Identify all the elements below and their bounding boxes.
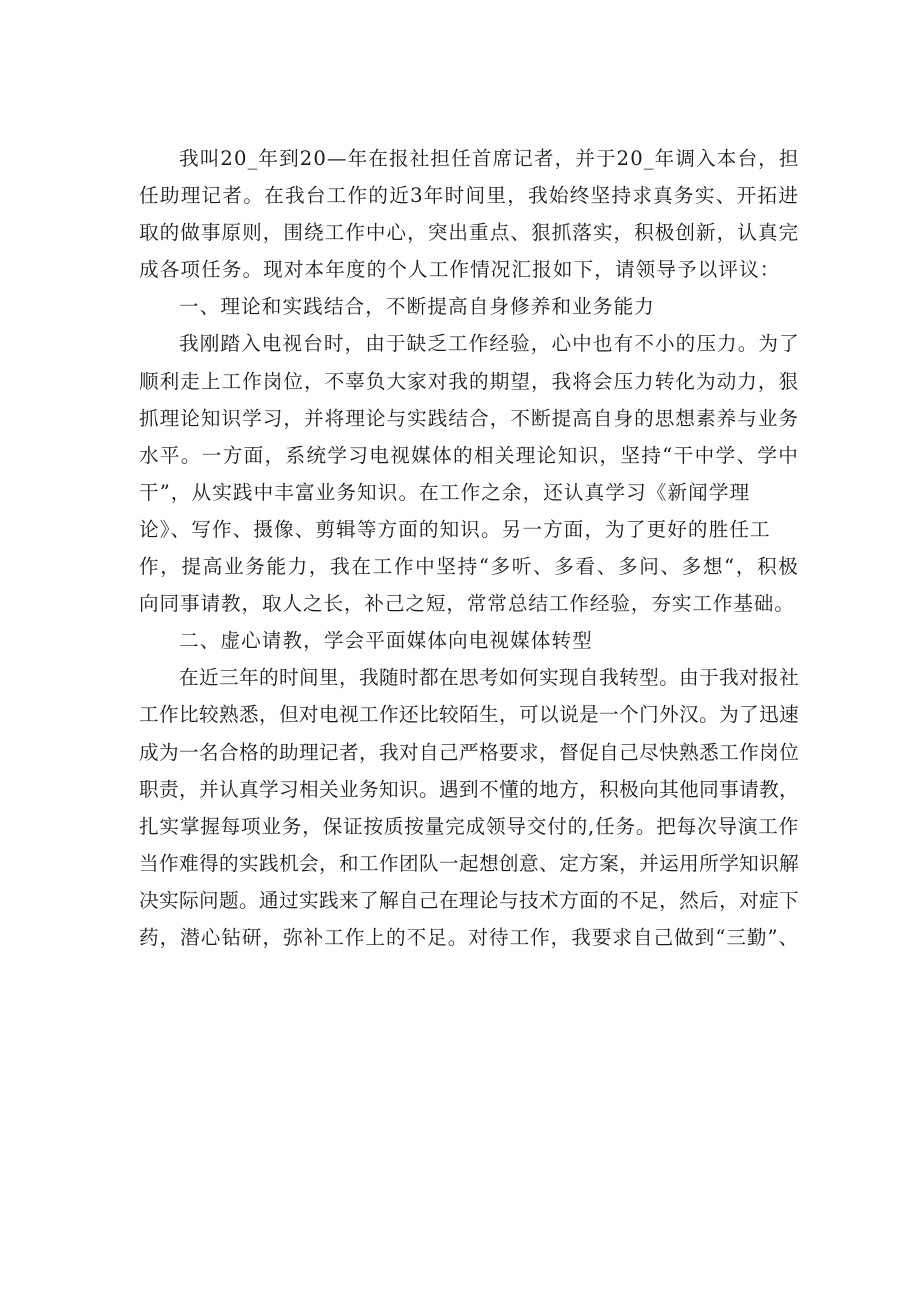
text-line-20: 当作难得的实践机会，和工作团队一起想创意、定方案，并运用所学知识解 bbox=[139, 851, 799, 875]
text-line-6: 我刚踏入电视台时，由于缺乏工作经验，心中也有不小的压力。为了 bbox=[179, 332, 800, 356]
text-line-22: 药，潜心钻研，弥补工作上的不足。对待工作，我要求自己做到“三勤”、 bbox=[139, 925, 799, 949]
text-line-3: 取的做事原则，围绕工作中心，突出重点、狠抓落实，积极创新，认真完 bbox=[139, 221, 799, 245]
text-line-16: 工作比较熟悉，但对电视工作还比较陌生，可以说是一个门外汉。为了迅速 bbox=[139, 703, 799, 727]
text-line-21: 决实际问题。通过实践来了解自己在理论与技术方面的不足，然后，对症下 bbox=[139, 888, 799, 912]
text-line-10: 干”，从实践中丰富业务知识。在工作之余，还认真学习《新闻学理 bbox=[139, 480, 751, 504]
text-line-7: 顺利走上工作岗位，不辜负大家对我的期望，我将会压力转化为动力，狠 bbox=[139, 369, 799, 393]
document-body bbox=[139, 140, 799, 956]
text-line-12: 作，提高业务能力，我在工作中坚持“多听、多看、多问、多想“，积极 bbox=[139, 555, 799, 579]
text-line-17: 成为一名合格的助理记者，我对自己严格要求，督促自己尽快熟悉工作岗位 bbox=[139, 740, 799, 764]
text-line-19: 扎实掌握每项业务，保证按质按量完成领导交付的,任务。把每次导演工作 bbox=[139, 814, 799, 838]
text-line-2: 任助理记者。在我台工作的近3年时间里，我始终坚持求真务实、开拓进 bbox=[139, 184, 799, 208]
text-line-11: 论》、写作、摄像、剪辑等方面的知识。另一方面，为了更好的胜任工 bbox=[139, 517, 771, 541]
text-line-18: 职责，并认真学习相关业务知识。遇到不懂的地方，积极向其他同事请教， bbox=[139, 777, 799, 801]
text-line-1: 我叫20_年到20—年在报社担任首席记者，并于20_年调入本台，担 bbox=[179, 147, 800, 170]
section-heading-1: 一、理论和实践结合，不断提高自身修养和业务能力 bbox=[179, 295, 655, 319]
text-line-9: 水平。一方面，系统学习电视媒体的相关理论知识，坚持“干中学、学中 bbox=[139, 443, 799, 467]
section-heading-2: 二、虚心请教，学会平面媒体向电视媒体转型 bbox=[179, 629, 593, 653]
text-line-13: 向同事请教，取人之长，补己之短，常常总结工作经验，夯实工作基础。 bbox=[139, 592, 795, 616]
text-line-15: 在近三年的时间里，我随时都在思考如何实现自我转型。由于我对报社 bbox=[179, 666, 799, 690]
text-line-4: 成各项任务。现对本年度的个人工作情况汇报如下，请领导予以评议： bbox=[139, 258, 781, 282]
text-line-8: 抓理论知识学习，并将理论与实践结合，不断提高自身的思想素养与业务 bbox=[139, 406, 799, 430]
